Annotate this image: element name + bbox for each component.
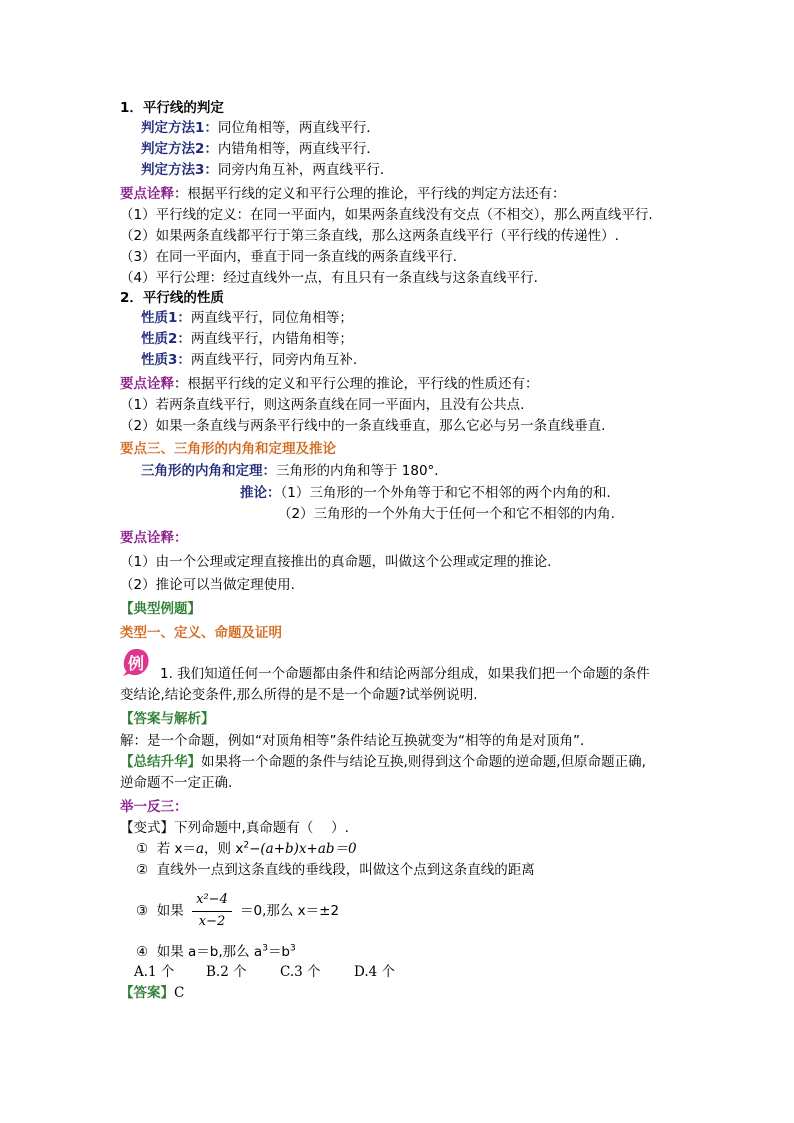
method-line [141, 119, 380, 137]
theorem-text: 三角形的内角和等于 180°． [276, 463, 448, 479]
method-text: 同位角相等，两直线平行． [217, 120, 380, 136]
corollary-text: （1）三角形的一个外角等于和它不相邻的两个内角的和. [280, 485, 611, 501]
question-text: 变结论,结论变条件,那么所得的是不是一个命题?试举例说明. [120, 687, 478, 703]
theorem-line [141, 462, 448, 480]
section-title: 要点三、三角形的内角和定理及推论 [120, 441, 336, 457]
method-label: 判定方法3： [141, 162, 218, 178]
answer-text: 解：是一个命题，例如“对顶角相等”条件结论互换就变为“相等的角是对顶角”． [120, 733, 594, 749]
property-label: 性质1： [141, 310, 191, 326]
question-text: 1. 我们知道任何一个命题都由条件和结论两部分组成，如果我们把一个命题的条件 [160, 666, 650, 682]
key-point-label: 要点诠释： [120, 530, 188, 546]
answer-label: 【答案与解析】 [120, 711, 215, 727]
property-line [141, 351, 357, 369]
key-point-label: 要点诠释： [120, 186, 188, 202]
method-text: 内错角相等，两直线平行． [217, 141, 380, 157]
variant-text: 下列命题中,真命题有（ ）. [174, 820, 349, 836]
choice-option: A.1 个 [134, 964, 175, 980]
note-item: （2）如果两条直线都平行于第三条直线，那么这两条直线平行（平行线的传递性）. [120, 228, 619, 244]
choice-option: D.4 个 [354, 964, 396, 980]
corollary-text: （2）三角形的一个外角大于任何一个和它不相邻的内角. [278, 506, 615, 522]
method-line [141, 140, 380, 158]
method-label: 判定方法1： [141, 120, 218, 136]
summary-text: 如果将一个命题的条件与结论互换,则得到这个命题的逆命题,但原命题正确, [201, 754, 646, 770]
example-badge-icon [121, 647, 151, 677]
key-point-text: 根据平行线的定义和平行公理的推论，平行线的判定方法还有： [187, 186, 566, 202]
summary-line [120, 753, 646, 771]
property-label: 性质3： [141, 352, 191, 368]
property-line [141, 309, 353, 327]
fraction-bar [192, 911, 232, 912]
final-answer-label: 【答案】 [120, 985, 174, 1001]
option-item: ③ 如果 [136, 903, 184, 919]
type-title: 类型一、定义、命题及证明 [120, 625, 282, 641]
variant-label: 【变式】 [120, 820, 174, 836]
method-label: 判定方法2： [141, 141, 218, 157]
summary-label: 【总结升华】 [120, 754, 201, 770]
property-text: 两直线平行，同旁内角互补. [190, 352, 358, 368]
option-item: ② 直线外一点到这条直线的垂线段，叫做这个点到这条直线的距离 [136, 862, 535, 878]
property-text: 两直线平行，内错角相等； [190, 331, 353, 347]
note-item: （3）在同一平面内，垂直于同一条直线的两条直线平行. [120, 249, 457, 265]
note-item: （1）由一个公理或定理直接推出的真命题，叫做这个公理或定理的推论. [120, 554, 552, 570]
section-title: 2．平行线的性质 [120, 290, 224, 306]
final-answer: C [174, 985, 185, 1001]
section-title: 1．平行线的判定 [120, 100, 224, 116]
summary-text: 逆命题不一定正确. [120, 775, 233, 791]
key-point-line [120, 375, 539, 393]
note-item: （1）若两条直线平行，则这两条直线在同一平面内，且没有公共点. [120, 397, 525, 413]
fraction-expression [190, 892, 234, 932]
method-line [141, 161, 393, 179]
corollary-label: 推论： [240, 485, 281, 501]
choice-option: C.3 个 [280, 964, 321, 980]
theorem-label: 三角形的内角和定理： [141, 463, 276, 479]
note-item: （2）推论可以当做定理使用. [120, 577, 295, 593]
badge-text: 例 [128, 654, 145, 673]
fraction-denominator: x−2 [198, 914, 226, 929]
choice-option: B.2 个 [206, 964, 247, 980]
method-text: 同旁内角互补，两直线平行． [217, 162, 394, 178]
option-item: ① 若 x＝a，则 $x^2-(a+b)x+ab=0$ [136, 840, 357, 857]
practice-label: 举一反三： [120, 799, 188, 815]
variant-line [120, 819, 349, 837]
key-point-line [120, 185, 566, 203]
key-point-label: 要点诠释： [120, 376, 188, 392]
property-text: 两直线平行，同位角相等； [190, 310, 353, 326]
option-item: ④ 如果 a＝b,那么 $a^3=b^3$ [136, 943, 296, 960]
note-item: （2）如果一条直线与两条平行线中的一条直线垂直，那么它必与另一条直线垂直. [120, 418, 606, 434]
corollary-line [240, 484, 611, 502]
note-item: （4）平行公理：经过直线外一点，有且只有一条直线与这条直线平行. [120, 270, 538, 286]
fraction-numerator: x²−4 [196, 892, 228, 907]
examples-heading: 【典型例题】 [120, 601, 201, 617]
option-item-tail: ＝0,那么 x＝±2 [240, 903, 340, 919]
key-point-text: 根据平行线的定义和平行公理的推论，平行线的性质还有： [187, 376, 539, 392]
property-line [141, 330, 353, 348]
note-item: （1）平行线的定义：在同一平面内，如果两条直线没有交点（不相交），那么两直线平行. [120, 207, 653, 223]
property-label: 性质2： [141, 331, 191, 347]
final-answer-line [120, 984, 184, 1002]
